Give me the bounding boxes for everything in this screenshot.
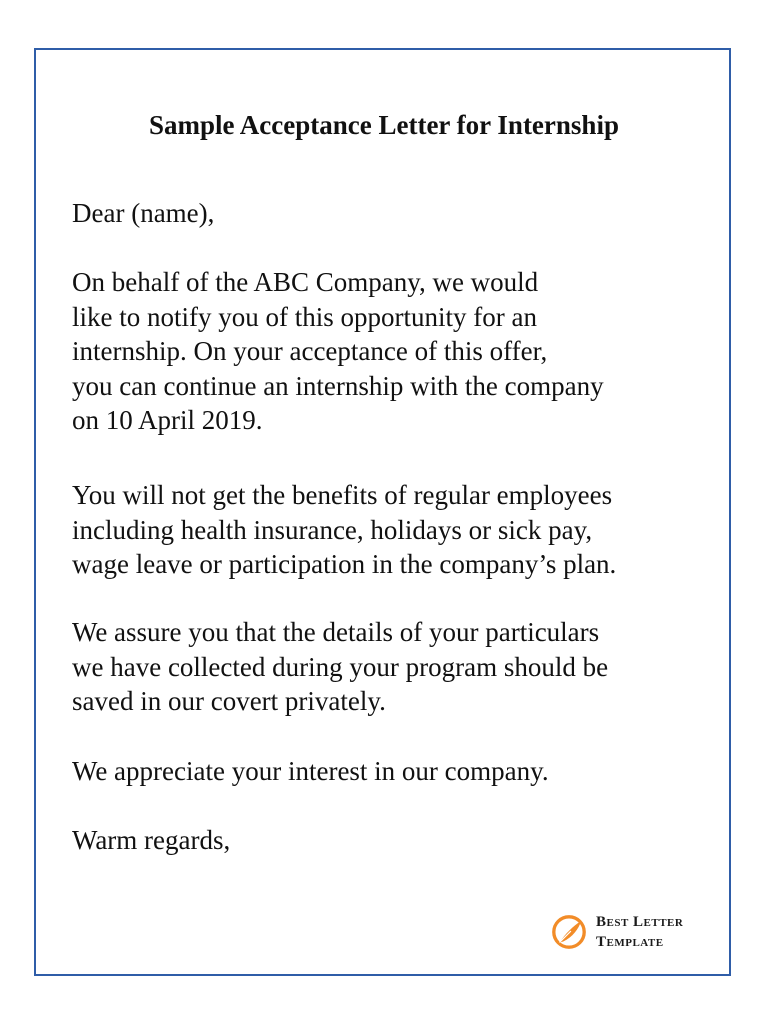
- letter-closing: Warm regards,: [72, 825, 231, 855]
- brand-logo-line-2: Template: [596, 934, 664, 950]
- letter-paragraph-4: We appreciate your interest in our company.: [72, 756, 549, 786]
- letter-paragraph-1: On behalf of the ABC Company, we would like to notify you of this opportunity for an internship. On your acceptance of this offer, you can continue an internship with the company on 10 April 2019.: [72, 267, 604, 435]
- brand-logo: [550, 912, 683, 952]
- brand-logo-text: [596, 912, 683, 952]
- letter-paragraph-2: You will not get the benefits of regular employees including health insurance, holidays or sick pay, wage leave or participation in the company’s plan.: [72, 480, 617, 579]
- brand-logo-line-1: Best Letter: [596, 914, 684, 930]
- letter-greeting: Dear (name),: [72, 198, 215, 228]
- letter-paragraph-3: We assure you that the details of your particulars we have collected during your program should be saved in our covert privately.: [72, 617, 609, 716]
- letter-title: Sample Acceptance Letter for Internship: [149, 110, 619, 140]
- quill-logo-icon: [550, 913, 588, 951]
